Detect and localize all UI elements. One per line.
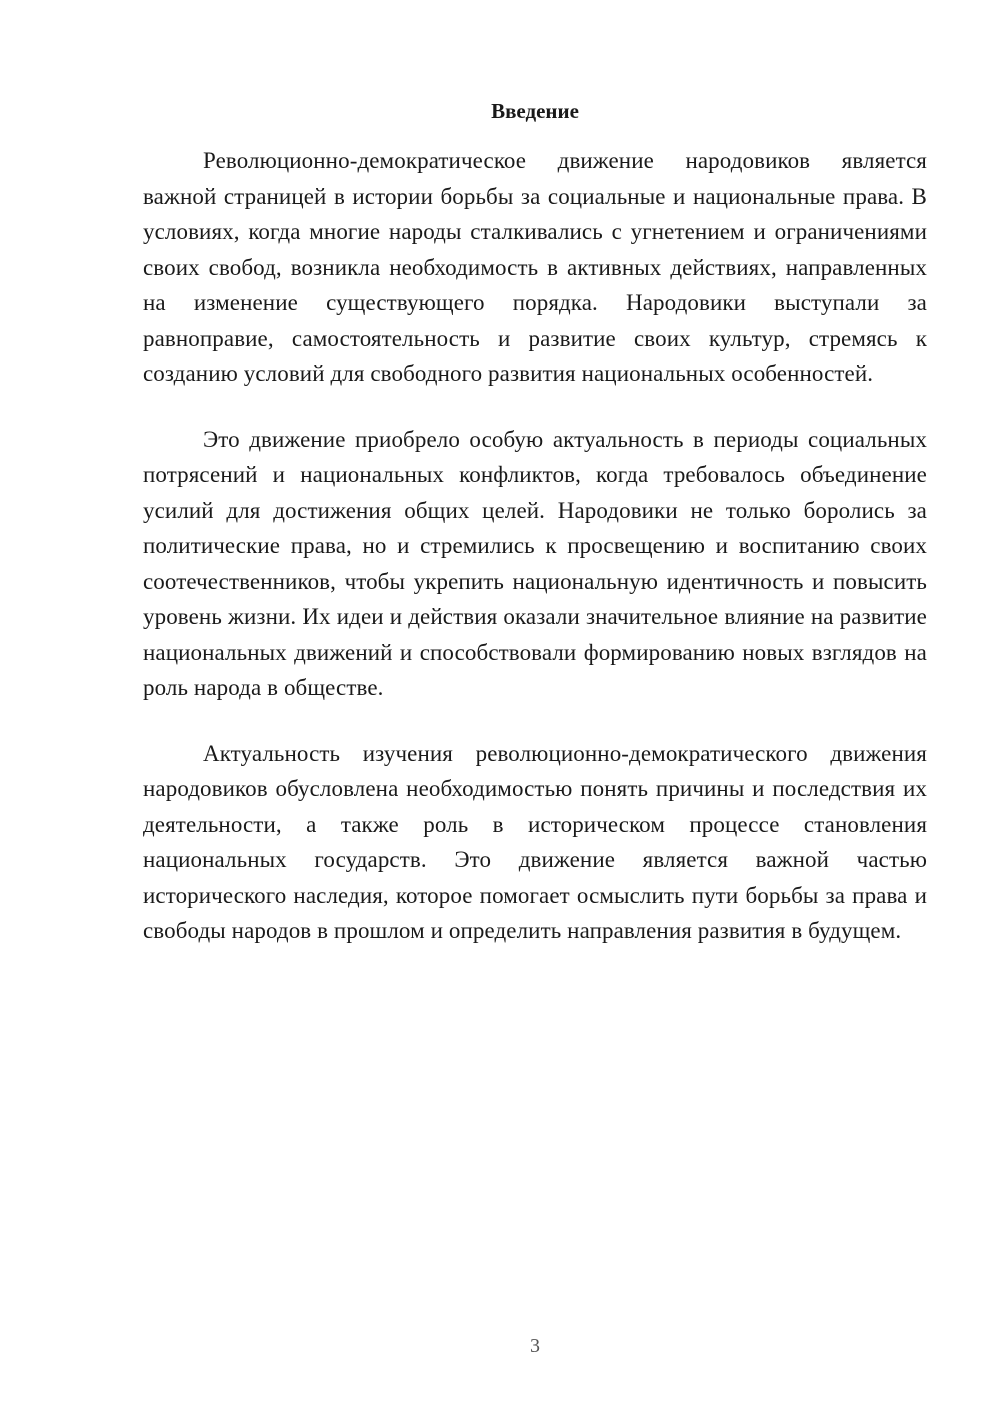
document-body [143, 143, 927, 949]
page-title: Введение [491, 99, 579, 123]
page-number: 3 [530, 1335, 540, 1357]
paragraph-1: Революционно-демократическое движение народовиков является важной страницей в истории борьбы за социальные и национальные права. В условиях, когда многие народы сталкивались с угнетением и ограничениями своих свобод, возникла необходимость в активных действиях, направленных на изменение существующего порядка. Народовики выступали за равноправие, самостоятельность и развитие своих культур, стремясь к созданию условий для свободного развития национальных особенностей. [143, 148, 927, 386]
paragraph-3: Актуальность изучения революционно-демократического движения народовиков обусловлена необходимостью понять причины и последствия их деятельности, а также роль в историческом процессе становления национальных государств. Это движение является важной частью исторического наследия, которое помогает осмыслить пути борьбы за права и свободы народов в прошлом и определить направления развития в будущем. [143, 740, 927, 943]
paragraph-2: Это движение приобрело особую актуальность в периоды социальных потрясений и национальных конфликтов, когда требовалось объединение усилий для достижения общих целей. Народовики не только боролись за политические права, но и стремились к просвещению и воспитанию своих соотечественников, чтобы укрепить национальную идентичность и повысить уровень жизни. Их идеи и действия оказали значительное влияние на развитие национальных движений и способствовали формированию новых взглядов на роль народа в обществе. [143, 426, 927, 700]
